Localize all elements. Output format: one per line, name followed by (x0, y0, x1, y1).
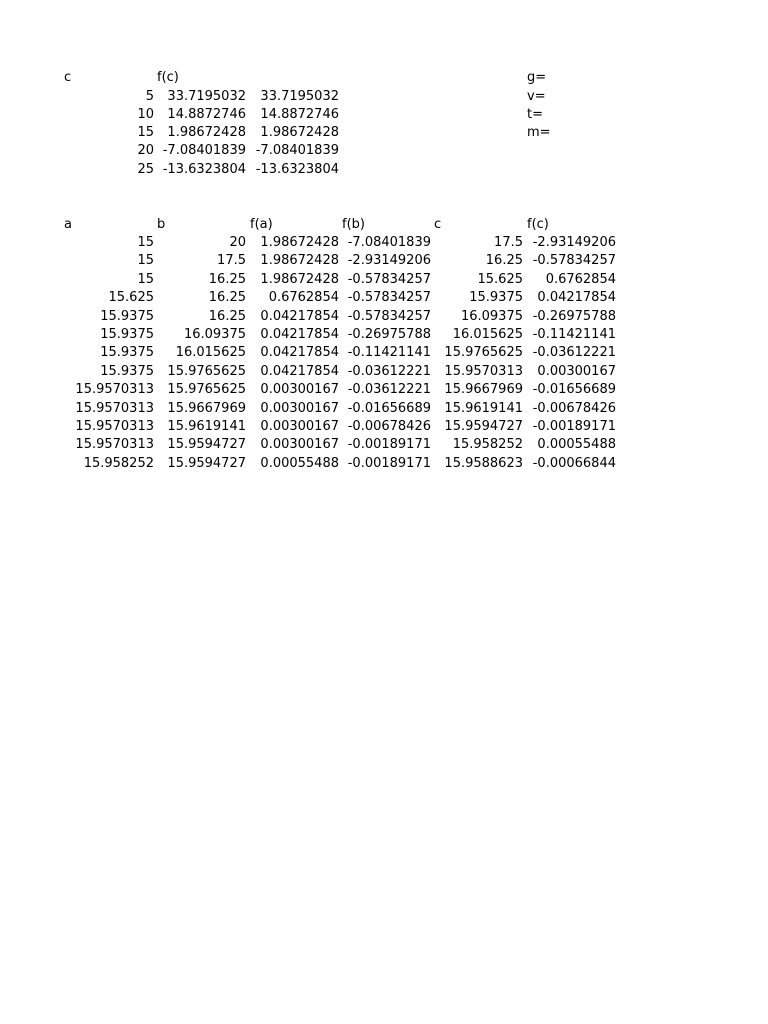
bisect-row-cell-a: 15 (137, 272, 154, 287)
bisect-row-cell-fc: -0.11421141 (532, 327, 616, 342)
bisect-row-cell-fa: 1.98672428 (260, 253, 339, 268)
bisect-row-cell-a: 15.625 (108, 290, 154, 305)
bisect-row-cell-b: 16.25 (208, 309, 246, 324)
top-row-fc: -7.08401839 (162, 143, 246, 158)
bisect-row-cell-fc: 0.00300167 (537, 364, 616, 379)
bisect-row-cell-c: 15.9594727 (444, 419, 523, 434)
bisect-row-cell-a: 15.9375 (100, 309, 154, 324)
top-row-fc-copy: 33.7195032 (260, 89, 339, 104)
bisect-row-cell-fb: -7.08401839 (347, 235, 431, 250)
bisect-row-cell-a: 15.9375 (100, 345, 154, 360)
bisect-row-cell-b: 16.25 (208, 272, 246, 287)
bisect-row-cell-fa: 0.04217854 (260, 327, 339, 342)
bisect-row-cell-a: 15.9570313 (75, 419, 154, 434)
bisect-row-cell-b: 15.9765625 (167, 382, 246, 397)
bisect-row-cell-c: 15.9570313 (444, 364, 523, 379)
bisect-row-cell-fb: -0.00678426 (347, 419, 431, 434)
bisect-row-cell-fa: 0.04217854 (260, 364, 339, 379)
bisect-row-cell-fa: 0.00300167 (260, 437, 339, 452)
bisect-row-cell-fb: -2.93149206 (347, 253, 431, 268)
bisect-row-cell-a: 15.958252 (83, 456, 154, 471)
bisect-row-cell-fb: -0.01656689 (347, 401, 431, 416)
bisect-row-cell-fb: -0.00189171 (347, 437, 431, 452)
bisect-row-cell-a: 15.9375 (100, 364, 154, 379)
bisect-row-cell-b: 17.5 (217, 253, 246, 268)
top-row-fc: 14.8872746 (167, 107, 246, 122)
bisect-row-cell-fc: -0.01656689 (532, 382, 616, 397)
bisect-row-cell-fa: 0.00300167 (260, 401, 339, 416)
top-row-c: 20 (137, 143, 154, 158)
bisect-row-cell-fa: 0.04217854 (260, 309, 339, 324)
bisect-row-cell-fc: -0.03612221 (532, 345, 616, 360)
bisect-row-cell-a: 15.9570313 (75, 382, 154, 397)
top-row-fc: 1.98672428 (167, 125, 246, 140)
top-row-fc-copy: 1.98672428 (260, 125, 339, 140)
bisect-row-cell-fb: -0.26975788 (347, 327, 431, 342)
bisect-row-cell-c: 16.09375 (460, 309, 523, 324)
bisect-row-cell-c: 15.9667969 (444, 382, 523, 397)
bisect-header-a: a (64, 217, 72, 232)
bisect-row-cell-fb: -0.00189171 (347, 456, 431, 471)
top-header-fc: f(c) (157, 70, 179, 85)
top-row-c: 5 (145, 89, 154, 104)
bisect-row-cell-fb: -0.03612221 (347, 382, 431, 397)
bisect-row-cell-fa: 1.98672428 (260, 235, 339, 250)
param-label-g: g= (527, 70, 547, 85)
bisect-row-cell-c: 15.9619141 (444, 401, 523, 416)
bisect-row-cell-c: 15.9588623 (444, 456, 523, 471)
bisect-row-cell-b: 16.09375 (183, 327, 246, 342)
bisect-header-fc: f(c) (527, 217, 549, 232)
bisect-row-cell-b: 15.9765625 (167, 364, 246, 379)
bisect-row-cell-fc: -0.00678426 (532, 401, 616, 416)
bisect-row-cell-c: 16.015625 (452, 327, 523, 342)
bisect-row-cell-b: 16.015625 (175, 345, 246, 360)
bisect-row-cell-fa: 0.00055488 (260, 456, 339, 471)
bisect-row-cell-c: 15.625 (477, 272, 523, 287)
bisect-header-fa: f(a) (250, 217, 273, 232)
bisect-header-b: b (157, 217, 166, 232)
bisect-row-cell-b: 15.9619141 (167, 419, 246, 434)
bisect-row-cell-b: 15.9594727 (167, 437, 246, 452)
bisect-row-cell-c: 15.9765625 (444, 345, 523, 360)
bisect-row-cell-b: 15.9667969 (167, 401, 246, 416)
bisect-row-cell-fa: 0.00300167 (260, 382, 339, 397)
bisect-row-cell-c: 17.5 (494, 235, 523, 250)
bisect-row-cell-a: 15.9570313 (75, 401, 154, 416)
top-row-fc: -13.6323804 (162, 162, 246, 177)
bisect-header-fb: f(b) (342, 217, 365, 232)
bisect-row-cell-fc: -0.26975788 (532, 309, 616, 324)
bisect-row-cell-fb: -0.57834257 (347, 272, 431, 287)
top-row-fc-copy: -7.08401839 (255, 143, 339, 158)
bisect-row-cell-c: 15.958252 (452, 437, 523, 452)
bisect-row-cell-fb: -0.57834257 (347, 290, 431, 305)
bisect-row-cell-b: 20 (229, 235, 246, 250)
top-row-c: 25 (137, 162, 154, 177)
top-row-fc-copy: -13.6323804 (255, 162, 339, 177)
bisect-row-cell-a: 15 (137, 235, 154, 250)
bisect-row-cell-fc: 0.04217854 (537, 290, 616, 305)
bisect-row-cell-fc: 0.6762854 (545, 272, 616, 287)
bisect-row-cell-b: 16.25 (208, 290, 246, 305)
bisect-row-cell-fc: -0.00066844 (532, 456, 616, 471)
bisect-row-cell-c: 15.9375 (469, 290, 523, 305)
top-row-c: 15 (137, 125, 154, 140)
bisect-row-cell-b: 15.9594727 (167, 456, 246, 471)
bisect-row-cell-fa: 0.00300167 (260, 419, 339, 434)
bisect-row-cell-a: 15.9375 (100, 327, 154, 342)
param-label-m: m= (527, 125, 551, 140)
top-row-c: 10 (137, 107, 154, 122)
param-label-v: v= (527, 89, 546, 104)
bisect-header-c: c (434, 217, 442, 232)
bisect-row-cell-fa: 0.04217854 (260, 345, 339, 360)
bisect-row-cell-a: 15.9570313 (75, 437, 154, 452)
bisect-row-cell-fc: 0.00055488 (537, 437, 616, 452)
bisect-row-cell-c: 16.25 (485, 253, 523, 268)
bisect-row-cell-fb: -0.03612221 (347, 364, 431, 379)
param-label-t: t= (527, 107, 543, 122)
bisect-row-cell-fc: -0.00189171 (532, 419, 616, 434)
top-row-fc: 33.7195032 (167, 89, 246, 104)
bisect-row-cell-fa: 0.6762854 (268, 290, 339, 305)
top-header-c: c (64, 70, 72, 85)
top-row-fc-copy: 14.8872746 (260, 107, 339, 122)
bisect-row-cell-fb: -0.11421141 (347, 345, 431, 360)
bisect-row-cell-fb: -0.57834257 (347, 309, 431, 324)
bisect-row-cell-fc: -0.57834257 (532, 253, 616, 268)
bisect-row-cell-a: 15 (137, 253, 154, 268)
bisect-row-cell-fa: 1.98672428 (260, 272, 339, 287)
bisect-row-cell-fc: -2.93149206 (532, 235, 616, 250)
